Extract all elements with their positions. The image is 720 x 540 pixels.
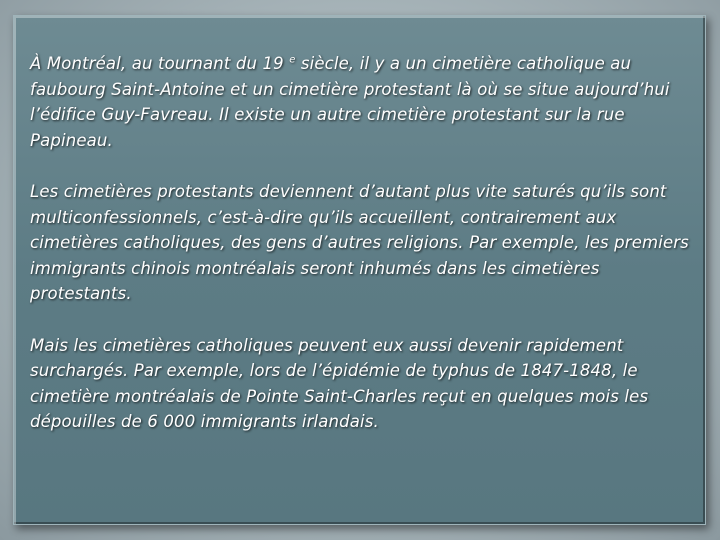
paragraph-text-end: siècle, il y a un cimetière catholique au faubourg Saint-Antoine et un cimetière protestant là où se situe aujourd’hui l’édifice Guy-Favreau. Il existe un autre cimetière protestant sur la rue Papineau. [30,54,670,150]
paragraph-protestant-cemeteries: Les cimetières protestants deviennent d’autant plus vite saturés qu’ils sont multiconfessionnels, c’est-à-dire qu’ils accueillent, contrairement aux cimetières catholiques, des gens d’autres religions. Par exemple, les premiers immigrants chinois montréalais seront inhumés dans les cimetières protestants. [30,182,689,303]
century-superscript: e [289,54,296,66]
slide-body [30,51,702,435]
paragraph-text-start: À Montréal, au tournant du 19 [30,54,290,73]
slide-text-panel [13,15,706,525]
paragraph-catholic-cemeteries: Mais les cimetières catholiques peuvent eux aussi devenir rapidement surchargés. Par exemple, lors de l’épidémie de typhus de 1847-1848, le cimetière montréalais de Pointe Saint-Charles reçut en quelques mois les dépouilles de 6 000 immigrants irlandais. [30,335,649,431]
paragraph-montreal-cemeteries [30,51,702,153]
